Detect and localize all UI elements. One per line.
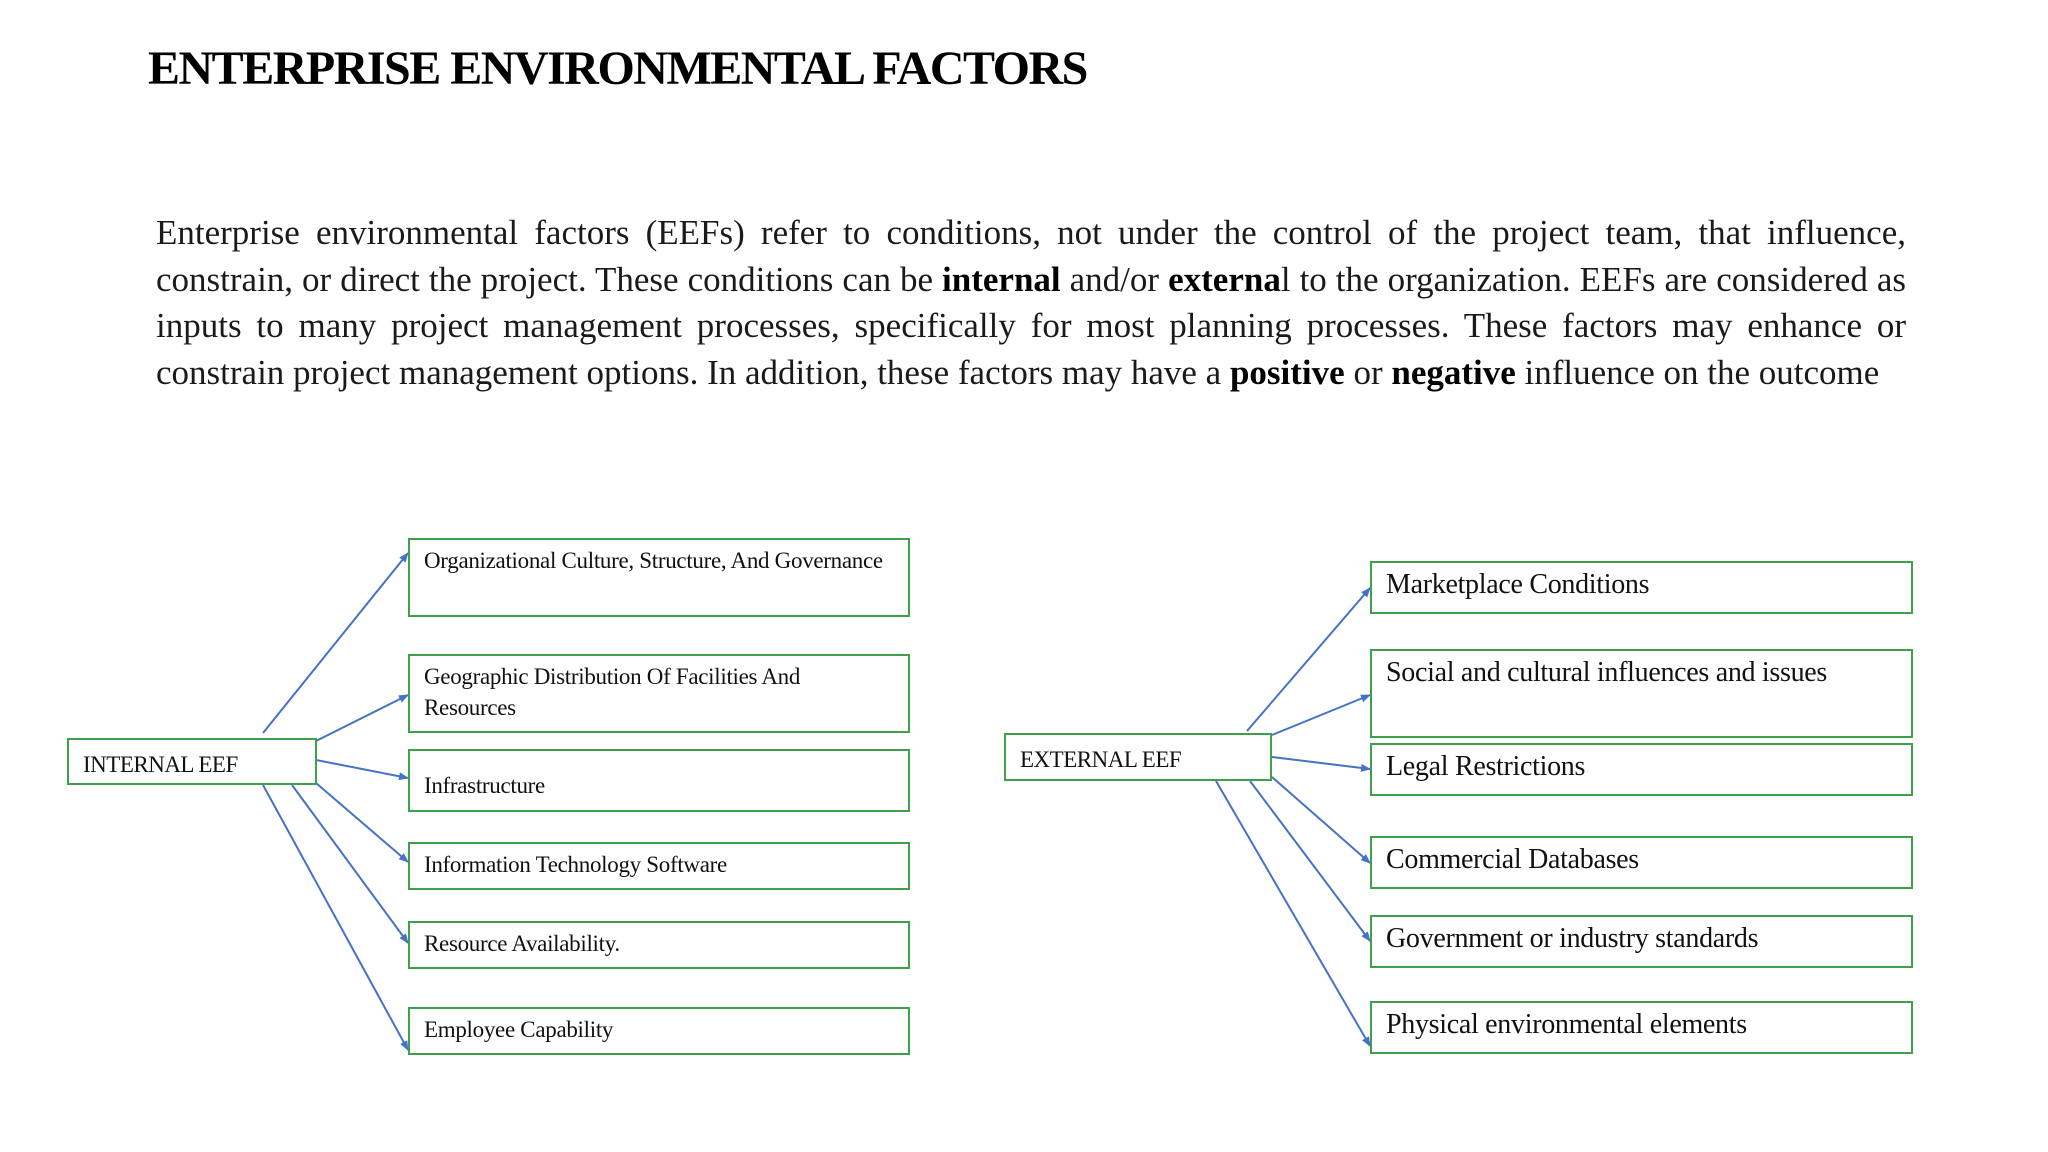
external-item-label: Government or industry standards	[1386, 923, 1759, 954]
external-item-box-3	[1370, 743, 1913, 796]
internal-item-label: Information Technology Software	[424, 852, 727, 877]
external-eef-box	[1004, 733, 1272, 781]
external-item-box-2	[1370, 649, 1913, 738]
arrow-internal-2	[316, 695, 408, 741]
arrow-internal-3	[316, 760, 408, 778]
external-item-label: Marketplace Conditions	[1386, 569, 1650, 600]
external-eef-label: EXTERNAL EEF	[1020, 747, 1182, 772]
arrow-external-6	[1216, 781, 1370, 1046]
external-item-box-5	[1370, 915, 1913, 968]
internal-item-box-4	[408, 842, 910, 890]
internal-item-label: Resource Availability.	[424, 931, 620, 956]
intro-text-part-1: Enterprise environmental factors (EEFs) refer to conditions, not under the control of the project team, that influence, constrain, or direct the project. These conditions can be	[156, 213, 1906, 299]
arrow-internal-5	[292, 785, 408, 943]
external-item-box-1	[1370, 561, 1913, 614]
internal-eef-box	[67, 738, 317, 785]
internal-item-box-3	[408, 749, 910, 812]
internal-item-box-6	[408, 1007, 910, 1055]
internal-item-box-5	[408, 921, 910, 969]
internal-item-label: Organizational Culture, Structure, And Governance	[424, 548, 883, 573]
external-item-box-4	[1370, 836, 1913, 889]
arrow-external-4	[1272, 777, 1370, 863]
arrow-external-1	[1247, 588, 1370, 731]
intro-text-part-5: influence on the outcome	[1515, 352, 1880, 392]
arrow-external-3	[1272, 757, 1370, 769]
intro-text-part-2: and/or	[1060, 259, 1169, 299]
intro-text-part-3: l to the organization. EEFs are considered as inputs to many project management processes, specifically for most planning processes. These factors may enhance or constrain project management options. In addition, these factors may have a	[156, 259, 1906, 392]
internal-eef-label: INTERNAL EEF	[83, 752, 238, 777]
arrow-internal-4	[316, 783, 408, 862]
intro-text-part-4: or	[1344, 352, 1392, 392]
internal-item-label: Infrastructure	[424, 773, 545, 798]
external-keyword: externa	[1168, 259, 1281, 299]
internal-keyword: internal	[942, 259, 1061, 299]
internal-item-label: Geographic Distribution Of Facilities And Resources	[424, 664, 801, 720]
arrow-external-5	[1250, 781, 1370, 941]
external-item-box-6	[1370, 1001, 1913, 1054]
positive-keyword: positive	[1229, 352, 1345, 392]
external-item-label: Physical environmental elements	[1386, 1009, 1747, 1040]
external-item-label: Legal Restrictions	[1386, 751, 1586, 782]
internal-item-box-2	[408, 654, 910, 733]
external-item-label: Social and cultural influences and issues	[1386, 657, 1828, 688]
arrow-internal-6	[263, 785, 408, 1050]
internal-item-box-1	[408, 538, 910, 617]
slide-title: ENTERPRISE ENVIRONMENTAL FACTORS	[148, 42, 1087, 95]
arrow-external-2	[1272, 695, 1370, 735]
negative-keyword: negative	[1391, 352, 1516, 392]
external-item-label: Commercial Databases	[1386, 844, 1639, 875]
internal-item-label: Employee Capability	[424, 1017, 614, 1042]
